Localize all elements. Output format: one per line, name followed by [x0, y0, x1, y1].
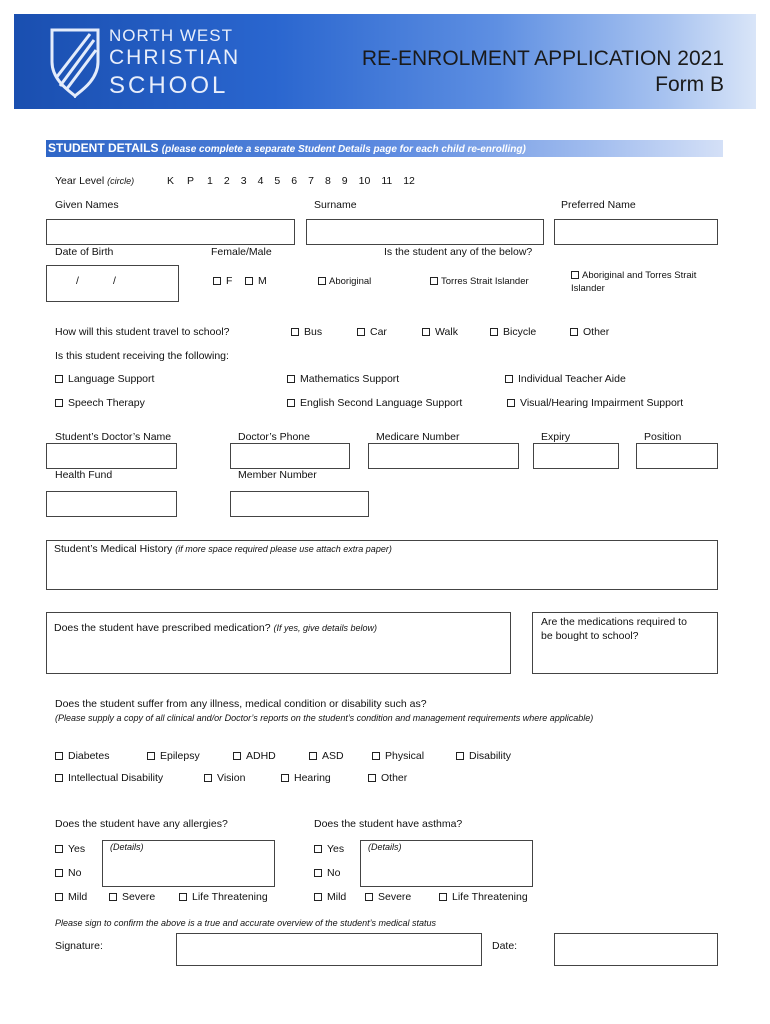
illness-vision-option[interactable]: Vision — [204, 772, 245, 784]
aboriginal-option[interactable]: Aboriginal — [318, 276, 371, 287]
checkbox-icon — [314, 893, 322, 901]
year-level-option[interactable]: 3 — [240, 175, 247, 187]
dob-separator: / — [76, 275, 79, 287]
checkbox-icon — [55, 752, 63, 760]
checkbox-icon — [372, 752, 380, 760]
checkbox-icon — [357, 328, 365, 336]
health-fund-label: Health Fund — [55, 469, 113, 481]
checkbox-icon — [55, 774, 63, 782]
year-level-option[interactable]: 1 — [207, 175, 213, 187]
checkbox-icon — [291, 328, 299, 336]
medical-history-label: Student’s Medical History (if more space required please use attach extra paper) — [54, 543, 392, 555]
form-subtitle: Form B — [655, 73, 724, 96]
checkbox-icon — [456, 752, 464, 760]
illness-physical-option[interactable]: Physical — [372, 750, 424, 762]
allergies-details-label: (Details) — [110, 842, 144, 852]
year-level-options — [167, 175, 415, 187]
travel-option-bicycle[interactable]: Bicycle — [490, 326, 536, 338]
year-level-option[interactable]: 6 — [291, 175, 298, 187]
allergies-details-field[interactable] — [102, 840, 275, 887]
year-level-option[interactable]: 12 — [403, 175, 415, 187]
checkbox-icon — [287, 399, 295, 407]
surname-field[interactable] — [306, 219, 544, 245]
allergies-question: Does the student have any allergies? — [55, 818, 228, 830]
checkbox-icon — [233, 752, 241, 760]
asthma-life-threatening-option[interactable]: Life Threatening — [439, 891, 528, 903]
year-level-option[interactable]: P — [187, 175, 195, 187]
checkbox-icon — [55, 869, 63, 877]
medicare-field[interactable] — [368, 443, 519, 469]
support-language-option[interactable]: Language Support — [55, 373, 154, 385]
checkbox-icon — [287, 375, 295, 383]
travel-question: How will this student travel to school? — [55, 326, 230, 338]
expiry-label: Expiry — [541, 431, 571, 443]
form-title: RE-ENROLMENT APPLICATION 2021 — [361, 47, 724, 70]
checkbox-icon — [571, 271, 579, 279]
checkbox-icon — [365, 893, 373, 901]
support-speech-option[interactable]: Speech Therapy — [55, 397, 145, 409]
year-level-label: Year Level (circle) — [55, 175, 135, 187]
allergies-severe-option[interactable]: Severe — [109, 891, 155, 903]
illness-question: Does the student suffer from any illness, medical condition or disability such as? — [55, 698, 427, 710]
allergies-life-threatening-option[interactable]: Life Threatening — [179, 891, 268, 903]
support-aide-option[interactable]: Individual Teacher Aide — [505, 373, 626, 385]
illness-adhd-option[interactable]: ADHD — [233, 750, 276, 762]
checkbox-icon — [507, 399, 515, 407]
medication-field[interactable] — [46, 612, 511, 674]
illness-other-option[interactable]: Other — [368, 772, 407, 784]
support-question: Is this student receiving the following: — [55, 350, 229, 362]
checkbox-icon — [281, 774, 289, 782]
year-level-option[interactable]: 4 — [257, 175, 264, 187]
allergies-no-option[interactable]: No — [55, 867, 81, 879]
illness-epilepsy-option[interactable]: Epilepsy — [147, 750, 200, 762]
gender-label: Female/Male — [211, 246, 272, 258]
position-label: Position — [644, 431, 682, 443]
asthma-details-field[interactable] — [360, 840, 533, 887]
gender-female-option[interactable]: F — [213, 275, 232, 287]
allergies-yes-option[interactable]: Yes — [55, 843, 85, 855]
medication-label: Does the student have prescribed medication? (If yes, give details below) — [54, 622, 378, 634]
year-level-option[interactable]: 2 — [223, 175, 230, 187]
surname-label: Surname — [314, 199, 357, 211]
checkbox-icon — [430, 277, 438, 285]
logo-line-2: CHRISTIAN — [109, 46, 241, 69]
checkbox-icon — [490, 328, 498, 336]
illness-intellectual-option[interactable]: Intellectual Disability — [55, 772, 163, 784]
checkbox-icon — [570, 328, 578, 336]
asthma-severe-option[interactable]: Severe — [365, 891, 411, 903]
signature-label: Signature: — [55, 940, 103, 952]
dob-separator: / — [113, 275, 116, 287]
gender-male-option[interactable]: M — [245, 275, 267, 287]
confirm-statement: Please sign to confirm the above is a true and accurate overview of the student’s medical status — [55, 918, 437, 928]
illness-hearing-option[interactable]: Hearing — [281, 772, 331, 784]
member-number-label: Member Number — [238, 469, 317, 481]
checkbox-icon — [55, 893, 63, 901]
illness-asd-option[interactable]: ASD — [309, 750, 344, 762]
logo-line-3: SCHOOL — [109, 72, 229, 99]
preferred-name-field[interactable] — [554, 219, 718, 245]
checkbox-icon — [439, 893, 447, 901]
dob-field[interactable] — [46, 265, 179, 302]
logo-line-1: NORTH WEST — [109, 26, 233, 45]
torres-strait-option[interactable]: Torres Strait Islander — [430, 276, 529, 287]
medication-at-school-label: Are the medications required to be bought to school? — [541, 616, 687, 642]
travel-option-car[interactable]: Car — [357, 326, 387, 338]
given-names-label: Given Names — [55, 199, 119, 211]
signature-field[interactable] — [176, 933, 482, 966]
aboriginal-and-tsi-option[interactable]: Aboriginal and Torres Strait Islander — [571, 270, 697, 294]
checkbox-icon — [55, 845, 63, 853]
checkbox-icon — [314, 869, 322, 877]
member-number-field[interactable] — [230, 491, 369, 517]
travel-option-other[interactable]: Other — [570, 326, 609, 338]
checkbox-icon — [147, 752, 155, 760]
checkbox-icon — [314, 845, 322, 853]
section-title: STUDENT DETAILS — [48, 141, 159, 155]
section-heading-bar — [46, 140, 723, 157]
position-field[interactable] — [636, 443, 718, 469]
doctor-phone-label: Doctor’s Phone — [238, 431, 310, 443]
checkbox-icon — [55, 375, 63, 383]
date-label: Date: — [492, 940, 518, 952]
medication-at-school-field[interactable] — [532, 612, 718, 674]
checkbox-icon — [213, 277, 221, 285]
asthma-no-option[interactable]: No — [314, 867, 340, 879]
year-level-option[interactable]: 9 — [341, 175, 348, 187]
doctor-name-field[interactable] — [46, 443, 177, 469]
checkbox-icon — [109, 893, 117, 901]
illness-note: (Please supply a copy of all clinical and/or Doctor’s reports on the student’s condition and management requirements where applicable) — [55, 713, 594, 723]
support-esl-option[interactable]: English Second Language Support — [287, 397, 462, 409]
checkbox-icon — [318, 277, 326, 285]
header-banner — [14, 14, 756, 109]
travel-option-bus[interactable]: Bus — [291, 326, 322, 338]
checkbox-icon — [204, 774, 212, 782]
indigenous-question: Is the student any of the below? — [384, 246, 533, 258]
checkbox-icon — [245, 277, 253, 285]
illness-disability-option[interactable]: Disability — [456, 750, 511, 762]
doctor-name-label: Student’s Doctor’s Name — [55, 431, 172, 443]
asthma-yes-option[interactable]: Yes — [314, 843, 344, 855]
year-level-option[interactable]: 5 — [274, 175, 281, 187]
preferred-name-label: Preferred Name — [561, 199, 636, 211]
school-shield-logo-icon — [50, 26, 100, 98]
support-visual-option[interactable]: Visual/Hearing Impairment Support — [507, 397, 683, 409]
checkbox-icon — [368, 774, 376, 782]
illness-diabetes-option[interactable]: Diabetes — [55, 750, 109, 762]
checkbox-icon — [179, 893, 187, 901]
year-level-option[interactable]: K — [167, 175, 175, 187]
medicare-label: Medicare Number — [376, 431, 460, 443]
year-level-option[interactable]: 7 — [308, 175, 314, 187]
expiry-field[interactable] — [533, 443, 619, 469]
dob-label: Date of Birth — [55, 246, 114, 258]
travel-option-walk[interactable]: Walk — [422, 326, 458, 338]
medical-history-field[interactable] — [46, 540, 718, 590]
year-level-option[interactable]: 8 — [324, 175, 331, 187]
checkbox-icon — [55, 399, 63, 407]
year-level-option[interactable]: 10 — [358, 175, 371, 187]
checkbox-icon — [422, 328, 430, 336]
checkbox-icon — [309, 752, 317, 760]
section-note: (please complete a separate Student Details page for each child re-enrolling) — [161, 144, 526, 155]
doctor-phone-field[interactable] — [230, 443, 350, 469]
given-names-field[interactable] — [46, 219, 295, 245]
asthma-details-label: (Details) — [368, 842, 402, 852]
allergies-mild-option[interactable]: Mild — [55, 891, 87, 903]
asthma-question: Does the student have asthma? — [314, 818, 463, 830]
date-field[interactable] — [554, 933, 718, 966]
asthma-mild-option[interactable]: Mild — [314, 891, 346, 903]
health-fund-field[interactable] — [46, 491, 177, 517]
year-level-option[interactable]: 11 — [381, 175, 393, 187]
support-mathematics-option[interactable]: Mathematics Support — [287, 373, 399, 385]
checkbox-icon — [505, 375, 513, 383]
